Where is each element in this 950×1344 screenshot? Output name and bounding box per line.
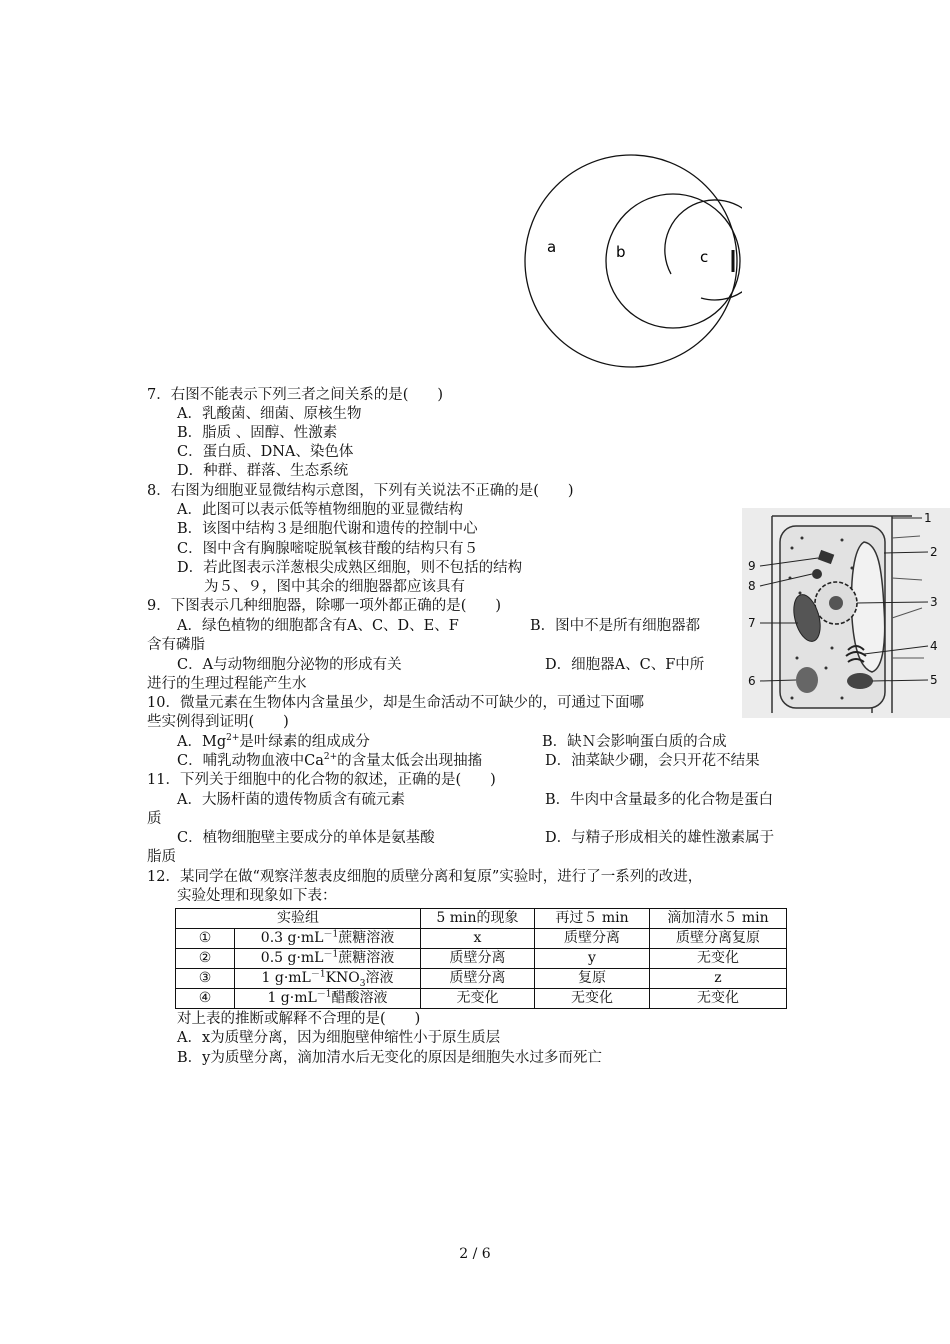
table-row bbox=[176, 969, 787, 989]
row-c3: 无变化 bbox=[650, 949, 787, 969]
q9-option-c: C．A与动物细胞分泌物的形成有关 bbox=[177, 657, 402, 673]
mitochondrion bbox=[847, 673, 873, 689]
q12-option-a: A．x为质壁分离，因为细胞壁伸缩性小于原生质层 bbox=[177, 1030, 501, 1046]
row-number: ③ bbox=[176, 969, 235, 989]
row-c3: 质壁分离复原 bbox=[650, 929, 787, 949]
q11-option-b: B．牛肉中含量最多的化合物是蛋白 bbox=[545, 792, 774, 808]
row-c2: 质壁分离 bbox=[535, 929, 650, 949]
cell-label-3: 3 bbox=[930, 595, 938, 609]
row-number: ① bbox=[176, 929, 235, 949]
q10-option-b: B．缺Ｎ会影响蛋白质的合成 bbox=[542, 734, 727, 750]
cell-label-8: 8 bbox=[748, 579, 756, 593]
row-c3: z bbox=[650, 969, 787, 989]
cell-label-2: 2 bbox=[930, 545, 938, 559]
row-c1: x bbox=[421, 929, 535, 949]
q9-option-d-cont: 进行的生理过程能产生水 bbox=[147, 676, 307, 692]
header-group: 实验组 bbox=[176, 909, 421, 929]
row-c2: y bbox=[535, 949, 650, 969]
label-c: c bbox=[700, 248, 709, 266]
header-add-water: 滴加清水５ min bbox=[650, 909, 787, 929]
header-another-5min: 再过５ min bbox=[535, 909, 650, 929]
row-c1: 质壁分离 bbox=[421, 969, 535, 989]
plant-cell-diagram bbox=[742, 508, 950, 718]
q10-stem-cont: 些实例得到证明( ) bbox=[147, 714, 289, 730]
q8-option-d-cont: 为５、９，图中其余的细胞器都应该具有 bbox=[204, 579, 465, 595]
q8-option-c: C．图中含有胸腺嘧啶脱氧核苷酸的结构只有５ bbox=[177, 541, 479, 557]
q7-option-b: B．脂质 、固醇、性激素 bbox=[177, 425, 338, 441]
q8-option-a: A．此图可以表示低等植物细胞的亚显微结构 bbox=[177, 502, 463, 518]
row-c2: 无变化 bbox=[535, 989, 650, 1009]
q10-option-d: D．油菜缺少硼，会只开花不结果 bbox=[545, 753, 760, 769]
q8-stem: 8．右图为细胞亚显微结构示意图，下列有关说法不正确的是( ) bbox=[147, 483, 574, 499]
table-header-row bbox=[176, 909, 787, 929]
q12-ask: 对上表的推断或解释不合理的是( ) bbox=[177, 1011, 421, 1027]
cell-label-1: 1 bbox=[924, 511, 932, 525]
q9-option-b: B．图中不是所有细胞器都 bbox=[530, 618, 701, 634]
experiment-table bbox=[175, 908, 787, 1009]
q9-option-b-cont: 含有磷脂 bbox=[147, 637, 205, 653]
page-number: 2 / 6 bbox=[459, 1246, 491, 1262]
q11-option-c: C．植物细胞壁主要成分的单体是氨基酸 bbox=[177, 830, 435, 846]
q7-option-a: A．乳酸菌、细菌、原核生物 bbox=[177, 406, 362, 422]
q10-stem: 10．微量元素在生物体内含量虽少，却是生命活动不可缺少的，可通过下面哪 bbox=[147, 695, 644, 711]
table-row bbox=[176, 949, 787, 969]
row-solution: 0.3 $g\cdot mL^{-1}$蔗糖溶液 bbox=[235, 929, 421, 949]
row-number: ② bbox=[176, 949, 235, 969]
circle-b bbox=[606, 194, 740, 328]
venn-circles-figure bbox=[520, 150, 742, 372]
q11-option-b-cont: 质 bbox=[147, 811, 162, 827]
row-c2: 复原 bbox=[535, 969, 650, 989]
q11-stem: 11．下列关于细胞中的化合物的叙述，正确的是( ) bbox=[147, 772, 496, 788]
table-row bbox=[176, 929, 787, 949]
cell-label-4: 4 bbox=[930, 639, 938, 653]
q9-option-d: D．细胞器A、C、F中所 bbox=[545, 657, 705, 673]
q10-option-a: A．$Mg^{2+}$是叶绿素的组成成分 bbox=[177, 733, 370, 750]
row-number: ④ bbox=[176, 989, 235, 1009]
table-row bbox=[176, 989, 787, 1009]
cell-label-9: 9 bbox=[748, 559, 756, 573]
q12-stem-cont: 实验处理和现象如下表： bbox=[177, 888, 337, 904]
label-b: b bbox=[616, 243, 626, 261]
q7-stem: 7．右图不能表示下列三者之间关系的是( ) bbox=[147, 387, 444, 403]
label-a: a bbox=[547, 238, 557, 256]
cell-label-7: 7 bbox=[748, 616, 756, 630]
q7-option-c: C．蛋白质、DNA、染色体 bbox=[177, 444, 354, 460]
row-solution: 0.5 $g\cdot mL^{-1}$蔗糖溶液 bbox=[235, 949, 421, 969]
row-c3: 无变化 bbox=[650, 989, 787, 1009]
q11-option-d-cont: 脂质 bbox=[147, 849, 176, 865]
q11-option-a: A．大肠杆菌的遗传物质含有硫元素 bbox=[177, 792, 405, 808]
row-c1: 质壁分离 bbox=[421, 949, 535, 969]
q12-stem: 12．某同学在做“观察洋葱表皮细胞的质壁分离和复原”实验时，进行了一系列的改进， bbox=[147, 869, 703, 885]
cell-label-5: 5 bbox=[930, 673, 938, 687]
row-solution: 1 $g\cdot mL^{-1}KNO_3$溶液 bbox=[235, 969, 421, 989]
q12-option-b: B．y为质壁分离，滴加清水后无变化的原因是细胞失水过多而死亡 bbox=[177, 1050, 602, 1066]
q9-stem: 9．下图表示几种细胞器，除哪一项外都正确的是( ) bbox=[147, 598, 502, 614]
q10-option-c: C．哺乳动物血液中$Ca^{2+}$的含量太低会出现抽搐 bbox=[177, 752, 483, 769]
q7-option-d: D．种群、群落、生态系统 bbox=[177, 463, 349, 479]
row-solution: 1 $g\cdot mL^{-1}$醋酸溶液 bbox=[235, 989, 421, 1009]
cell-label-6: 6 bbox=[748, 674, 756, 688]
q8-option-d: D．若此图表示洋葱根尖成熟区细胞，则不包括的结构 bbox=[177, 560, 523, 576]
q9-option-a: A．绿色植物的细胞都含有A、C、D、E、F bbox=[177, 618, 459, 634]
header-5min: 5 min的现象 bbox=[421, 909, 535, 929]
row-c1: 无变化 bbox=[421, 989, 535, 1009]
q8-option-b: B．该图中结构３是细胞代谢和遗传的控制中心 bbox=[177, 521, 478, 537]
q11-option-d: D．与精子形成相关的雄性激素属于 bbox=[545, 830, 775, 846]
